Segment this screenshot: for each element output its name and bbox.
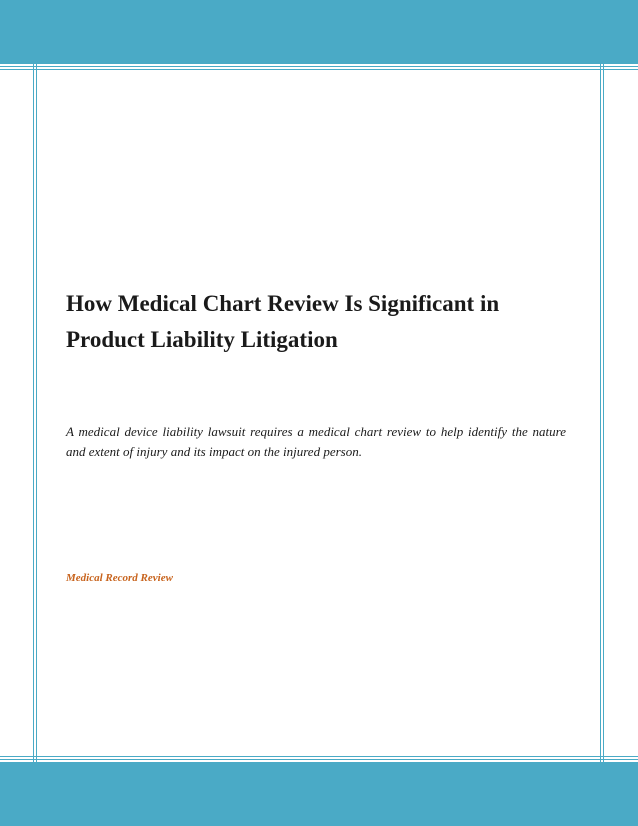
document-summary: A medical device liability lawsuit requires a medical chart review to help identify the nature and extent of injury and its impact on the injured person. <box>66 424 566 459</box>
frame-line-top-inner <box>0 69 638 70</box>
document-category: Medical Record Review <box>66 572 173 584</box>
frame-line-left-outer <box>33 0 34 826</box>
frame-line-top-outer <box>0 66 638 67</box>
frame-line-right-inner <box>600 0 601 826</box>
frame-line-left-inner <box>36 0 37 826</box>
frame-line-bottom-inner <box>0 756 638 757</box>
frame-line-right-outer <box>603 0 604 826</box>
header-band <box>0 0 638 64</box>
frame-line-bottom-outer <box>0 759 638 760</box>
document-title: How Medical Chart Review Is Significant in Product Liability Litigation <box>66 291 500 352</box>
footer-band <box>0 762 638 826</box>
